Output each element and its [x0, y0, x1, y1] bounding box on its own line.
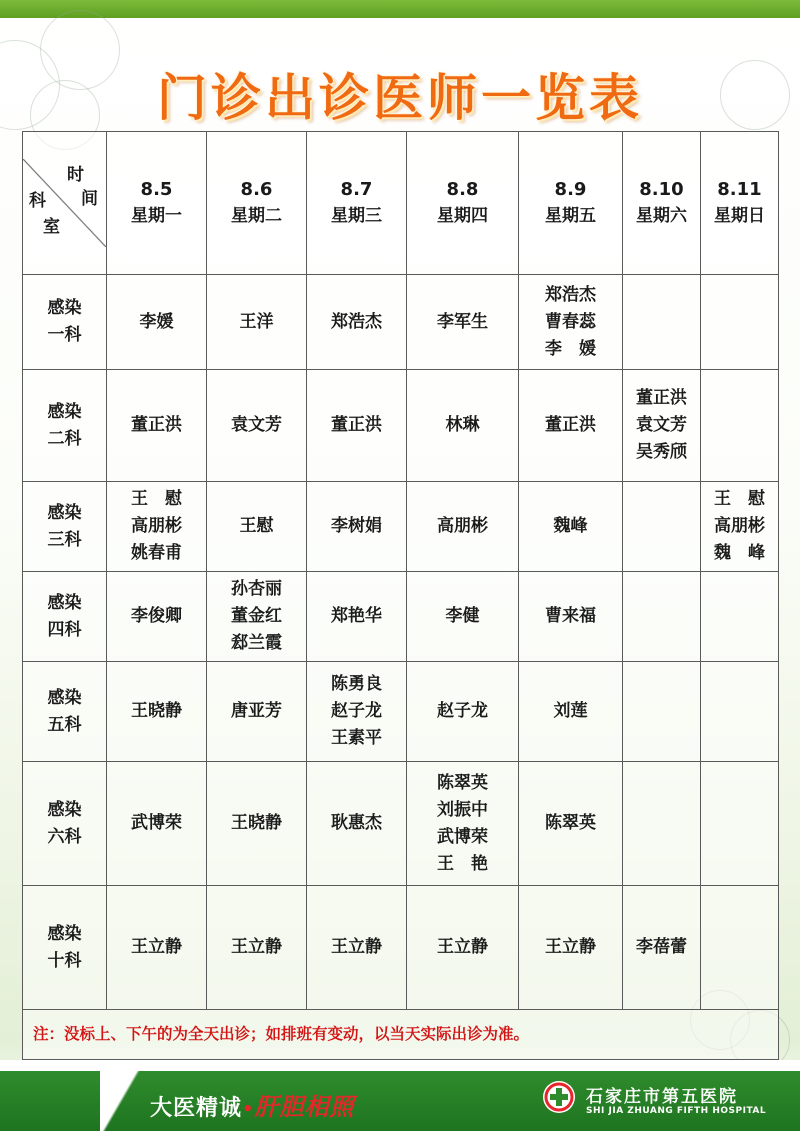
dept-cell: 感染 四科 [23, 572, 107, 662]
dept-cell: 感染 五科 [23, 662, 107, 762]
doctor-cell: 王洋 [207, 275, 307, 370]
table-row [23, 370, 779, 482]
hospital-name-en: SHI JIA ZHUANG FIFTH HOSPITAL [586, 1106, 767, 1116]
doctor-cell: 武博荣 [107, 762, 207, 886]
day-header [407, 132, 519, 275]
doctor-cell: 李蓓蕾 [623, 886, 701, 1010]
day-header [701, 132, 779, 275]
corner-dept-label-2: 室 [43, 217, 60, 237]
day-weekday: 星期日 [714, 206, 765, 226]
doctor-cell: 王晓静 [207, 762, 307, 886]
doctor-cell: 李媛 [107, 275, 207, 370]
doctor-cell [701, 762, 779, 886]
day-weekday: 星期四 [437, 206, 488, 226]
doctor-cell: 高朋彬 [407, 482, 519, 572]
doctor-cell: 魏峰 [519, 482, 623, 572]
doctor-cell [623, 572, 701, 662]
doctor-cell: 袁文芳 [207, 370, 307, 482]
doctor-cell: 董正洪 [107, 370, 207, 482]
doctor-cell: 王 慰 高朋彬 姚春甫 [107, 482, 207, 572]
doctor-cell: 王晓静 [107, 662, 207, 762]
doctor-cell [701, 275, 779, 370]
doctor-cell: 王立静 [307, 886, 407, 1010]
doctor-cell: 李军生 [407, 275, 519, 370]
footer-slogan: 大医精诚•肝胆相照 [150, 1093, 355, 1121]
doctor-cell [701, 662, 779, 762]
slogan-main: 大医精诚 [150, 1096, 243, 1121]
day-date: 8.11 [717, 179, 762, 200]
day-weekday: 星期一 [131, 206, 182, 226]
doctor-cell: 陈翠英 [519, 762, 623, 886]
day-date: 8.8 [446, 179, 479, 200]
dept-cell: 感染 二科 [23, 370, 107, 482]
day-date: 8.10 [639, 179, 684, 200]
corner-cell [23, 132, 107, 275]
day-header [207, 132, 307, 275]
doctor-cell: 董正洪 [519, 370, 623, 482]
doctor-cell: 王立静 [407, 886, 519, 1010]
day-date: 8.9 [554, 179, 587, 200]
table-row [23, 762, 779, 886]
schedule-table [22, 131, 779, 1060]
slogan-accent: 肝胆相照 [254, 1093, 355, 1121]
day-date: 8.6 [240, 179, 273, 200]
doctor-cell: 陈勇良 赵子龙 王素平 [307, 662, 407, 762]
day-date: 8.7 [340, 179, 373, 200]
doctor-cell: 郑浩杰 [307, 275, 407, 370]
doctor-cell: 董正洪 [307, 370, 407, 482]
doctor-cell [701, 572, 779, 662]
doctor-cell: 李俊卿 [107, 572, 207, 662]
day-header [107, 132, 207, 275]
page-title: 门诊出诊医师一览表 [157, 69, 643, 127]
doctor-cell: 董正洪 袁文芳 吴秀颀 [623, 370, 701, 482]
doctor-cell: 李树娟 [307, 482, 407, 572]
corner-dept-label: 科 [29, 191, 46, 211]
dept-cell: 感染 十科 [23, 886, 107, 1010]
dept-cell: 感染 三科 [23, 482, 107, 572]
doctor-cell [701, 886, 779, 1010]
corner-time-label-2: 间 [81, 189, 98, 209]
doctor-cell: 郑艳华 [307, 572, 407, 662]
doctor-cell [701, 370, 779, 482]
hospital-name: 石家庄市第五医院 [586, 1087, 738, 1107]
note-row [23, 1010, 779, 1060]
table-row [23, 275, 779, 370]
doctor-cell: 林琳 [407, 370, 519, 482]
doctor-cell [623, 662, 701, 762]
doctor-cell: 唐亚芳 [207, 662, 307, 762]
corner-time-label: 时 [67, 165, 84, 185]
doctor-cell: 王立静 [519, 886, 623, 1010]
doctor-cell: 曹来福 [519, 572, 623, 662]
doctor-cell: 郑浩杰 曹春蕊 李 媛 [519, 275, 623, 370]
doctor-cell: 王慰 [207, 482, 307, 572]
table-row [23, 662, 779, 762]
day-weekday: 星期六 [636, 206, 687, 226]
doctor-cell: 陈翠英 刘振中 武博荣 王 艳 [407, 762, 519, 886]
day-header [623, 132, 701, 275]
dept-cell: 感染 六科 [23, 762, 107, 886]
doctor-cell: 孙杏丽 董金红 郄兰霞 [207, 572, 307, 662]
table-row [23, 886, 779, 1010]
day-header [307, 132, 407, 275]
footer-notch-decoration [100, 1071, 142, 1131]
header-row [23, 132, 779, 275]
day-date: 8.5 [140, 179, 173, 200]
doctor-cell: 李健 [407, 572, 519, 662]
dept-cell: 感染 一科 [23, 275, 107, 370]
day-weekday: 星期三 [331, 206, 382, 226]
schedule-note: 注：没标上、下午的为全天出诊；如排班有变动，以当天实际出诊为准。 [23, 1010, 779, 1060]
day-weekday: 星期五 [545, 206, 596, 226]
doctor-cell: 刘莲 [519, 662, 623, 762]
doctor-cell: 王 慰 高朋彬 魏 峰 [701, 482, 779, 572]
doctor-cell: 赵子龙 [407, 662, 519, 762]
table-row [23, 482, 779, 572]
top-green-bar [0, 0, 800, 18]
doctor-cell: 王立静 [207, 886, 307, 1010]
doctor-cell: 王立静 [107, 886, 207, 1010]
table-row [23, 572, 779, 662]
doctor-cell [623, 275, 701, 370]
doctor-cell [623, 482, 701, 572]
doctor-cell: 耿惠杰 [307, 762, 407, 886]
doctor-cell [623, 762, 701, 886]
day-weekday: 星期二 [231, 206, 282, 226]
day-header [519, 132, 623, 275]
hospital-logo-icon [542, 1080, 576, 1114]
